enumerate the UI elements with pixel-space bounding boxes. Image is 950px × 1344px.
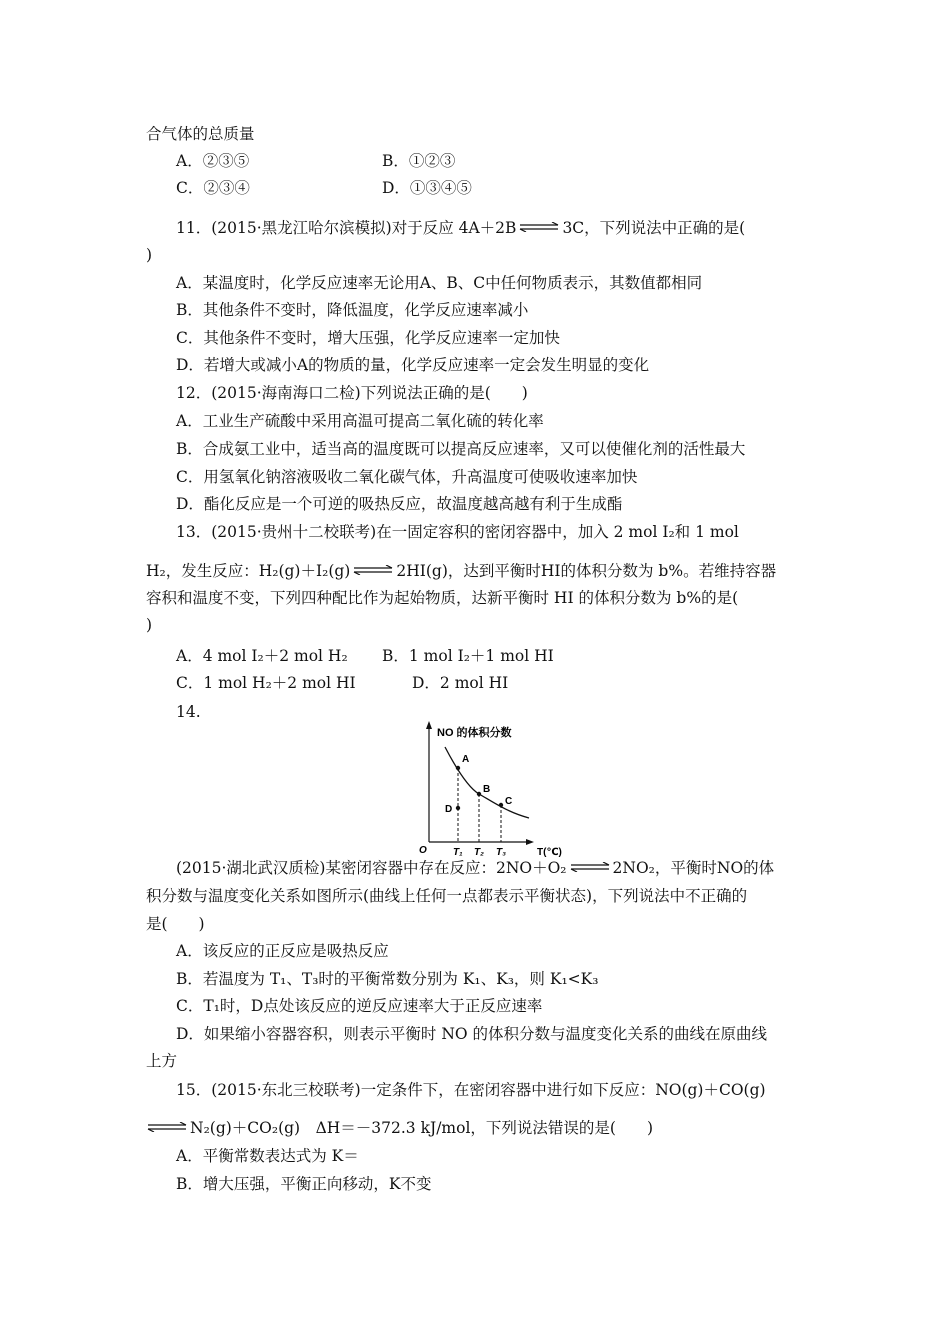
q11-option-d: D．若增大或减小A的物质的量，化学反应速率一定会发生明显的变化	[176, 356, 650, 374]
q14-number: 14.	[176, 703, 201, 721]
q11-stem-end: )	[146, 246, 153, 264]
q14-stem-line1-part2: 2NO₂，平衡时NO的体	[612, 859, 775, 877]
q10-option-b: B．①②③	[382, 152, 456, 170]
q14-stem-line3: 是( )	[146, 915, 205, 933]
label-b: B	[483, 784, 491, 795]
point-a	[456, 766, 460, 770]
q13-option-d: D．2 mol HI	[412, 674, 509, 692]
no-volume-fraction-figure	[415, 718, 605, 858]
q14-option-a: A．该反应的正反应是吸热反应	[176, 942, 389, 960]
q11-option-c: C．其他条件不变时，增大压强，化学反应速率一定加快	[176, 329, 560, 347]
label-c: C	[505, 796, 513, 807]
q12-stem: 12．(2015·海南海口二检)下列说法正确的是( )	[176, 384, 528, 402]
q11-option-a: A．某温度时，化学反应速率无论用A、B、C中任何物质表示，其数值都相同	[176, 274, 703, 292]
q10-option-d: D．①③④⑤	[382, 179, 472, 197]
q14-stem-line1-part1: (2015·湖北武汉质检)某密闭容器中存在反应：2NO＋O₂	[176, 859, 567, 877]
q13-stem-end: )	[146, 616, 153, 634]
q12-option-d: D．酯化反应是一个可逆的吸热反应，故温度越高越有利于生成酯	[176, 495, 623, 513]
q13-stem-line2-part1: H₂，发生反应：H₂(g)＋I₂(g)	[146, 562, 351, 580]
label-a: A	[462, 754, 470, 765]
point-d	[456, 806, 460, 810]
q14-option-d-line1: D．如果缩小容器容积，则表示平衡时 NO 的体积分数与温度变化关系的曲线在原曲线	[176, 1025, 768, 1043]
q10-option-c: C．②③④	[176, 179, 250, 197]
q14-stem-line1	[176, 858, 774, 878]
tick-t3: T₃	[496, 847, 506, 858]
y-axis-label: NO 的体积分数	[437, 727, 512, 739]
q13-option-b: B．1 mol I₂＋1 mol HI	[382, 647, 554, 665]
reversible-arrow-icon	[352, 565, 394, 575]
tick-t2: T₂	[474, 847, 484, 858]
label-d: D	[445, 804, 453, 815]
q12-option-b: B．合成氨工业中，适当高的温度既可以提高反应速率，又可以使催化剂的活性最大	[176, 440, 746, 458]
q13-option-a: A．4 mol I₂＋2 mol H₂	[176, 647, 348, 665]
q15-option-b: B．增大压强，平衡正向移动，K不变	[176, 1175, 432, 1193]
q12-option-c: C．用氢氧化钠溶液吸收二氧化碳气体，升高温度可使吸收速率加快	[176, 468, 638, 486]
point-c	[499, 803, 503, 807]
x-axis-label: T(℃)	[537, 847, 562, 858]
q13-stem-line2-part2: 2HI(g)，达到平衡时HI的体积分数为 b%。若维持容器	[396, 562, 777, 580]
q15-stem-line2-text: N₂(g)＋CO₂(g) ΔH＝－372.3 kJ/mol，下列说法错误的是( )	[190, 1119, 654, 1137]
q13-stem-line3: 容积和温度不变，下列四种配比作为起始物质，达新平衡时 HI 的体积分数为 b%的是(	[146, 589, 739, 607]
reversible-arrow-icon	[146, 1122, 188, 1132]
reversible-arrow-icon	[569, 862, 611, 872]
origin-label: O	[419, 845, 427, 856]
q11-option-b: B．其他条件不变时，降低温度，化学反应速率减小	[176, 301, 529, 319]
q13-stem-line1: 13．(2015·贵州十二校联考)在一固定容积的密闭容器中，加入 2 mol I₂和 1 mol	[176, 523, 739, 541]
q13-stem-line2	[146, 561, 776, 581]
q15-option-a: A．平衡常数表达式为 K＝	[176, 1147, 359, 1165]
q12-option-a: A．工业生产硫酸中采用高温可提高二氧化硫的转化率	[176, 412, 544, 430]
y-axis-arrow-icon	[426, 721, 432, 729]
q14-option-d-line2: 上方	[146, 1052, 178, 1070]
point-b	[477, 792, 481, 796]
x-axis-arrow-icon	[526, 839, 534, 845]
q14-option-b: B．若温度为 T₁、T₃时的平衡常数分别为 K₁、K₃，则 K₁<K₃	[176, 970, 599, 988]
q10-option-a: A．②③⑤	[176, 152, 250, 170]
q14-option-c: C．T₁时，D点处该反应的逆反应速率大于正反应速率	[176, 997, 543, 1015]
q14-stem-line2: 积分数与温度变化关系如图所示(曲线上任何一点都表示平衡状态)，下列说法中不正确的	[146, 887, 748, 905]
q11-stem	[176, 218, 745, 238]
q11-stem-part1: 11．(2015·黑龙江哈尔滨模拟)对于反应 4A＋2B	[176, 219, 517, 237]
tick-t1: T₁	[453, 847, 463, 858]
q11-stem-part2: 3C，下列说法中正确的是(	[562, 219, 746, 237]
q15-stem-line2	[146, 1118, 653, 1138]
q13-option-c: C．1 mol H₂＋2 mol HI	[176, 674, 356, 692]
q10-continuation: 合气体的总质量	[146, 125, 255, 143]
q15-stem-line1: 15．(2015·东北三校联考)一定条件下，在密闭容器中进行如下反应：NO(g)＋CO(g)	[176, 1081, 766, 1099]
reversible-arrow-icon	[518, 222, 560, 232]
